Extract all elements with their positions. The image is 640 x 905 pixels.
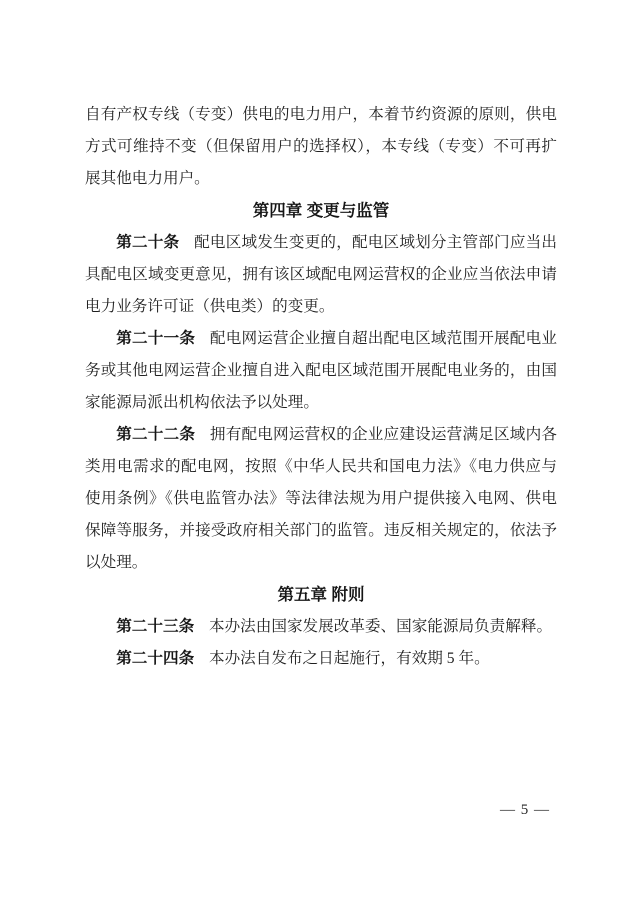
chapter-4-heading: 第四章 变更与监管 [252,202,390,220]
article-23-number: 第二十三条 [116,618,195,635]
article-24-number: 第二十四条 [116,650,195,667]
article-24-text: 本办法自发布之日起施行，有效期 5 年。 [208,650,490,667]
article-20 [85,227,557,323]
body-paragraph-continuation: 自有产权专线（专变）供电的电力用户，本着节约资源的原则，供电方式可维持不变（但保留用户的选择权），本专线（专变）不可再扩展其他电力用户。 [85,106,557,187]
page-number: — 5 — [500,802,550,818]
article-24 [85,643,557,675]
article-20-number: 第二十条 [116,234,180,251]
chapter-5-heading: 第五章 附则 [277,586,365,604]
article-23 [85,611,557,643]
article-22-number: 第二十二条 [116,426,196,443]
article-20-text: 配电区域发生变更的，配电区域划分主管部门应当出具配电区域变更意见，拥有该区域配电网运营权的企业应当依法申请电力业务许可证（供电类）的变更。 [85,234,557,315]
article-23-text: 本办法由国家发展改革委、国家能源局负责解释。 [208,618,553,635]
article-21-number: 第二十一条 [116,330,196,347]
document-content [85,99,557,675]
article-22-text: 拥有配电网运营权的企业应建设运营满足区域内各类用电需求的配电网，按照《中华人民共和国电力法》《电力供应与使用条例》《供电监管办法》等法律法规为用户提供接入电网、供电保障等服务，并接受政府相关部门的监管。违反相关规定的，依法予以处理。 [85,426,557,571]
article-22 [85,419,557,579]
article-21-text: 配电网运营企业擅自超出配电区域范围开展配电业务或其他电网运营企业擅自进入配电区域范围开展配电业务的，由国家能源局派出机构依法予以处理。 [85,330,557,411]
article-21 [85,323,557,419]
